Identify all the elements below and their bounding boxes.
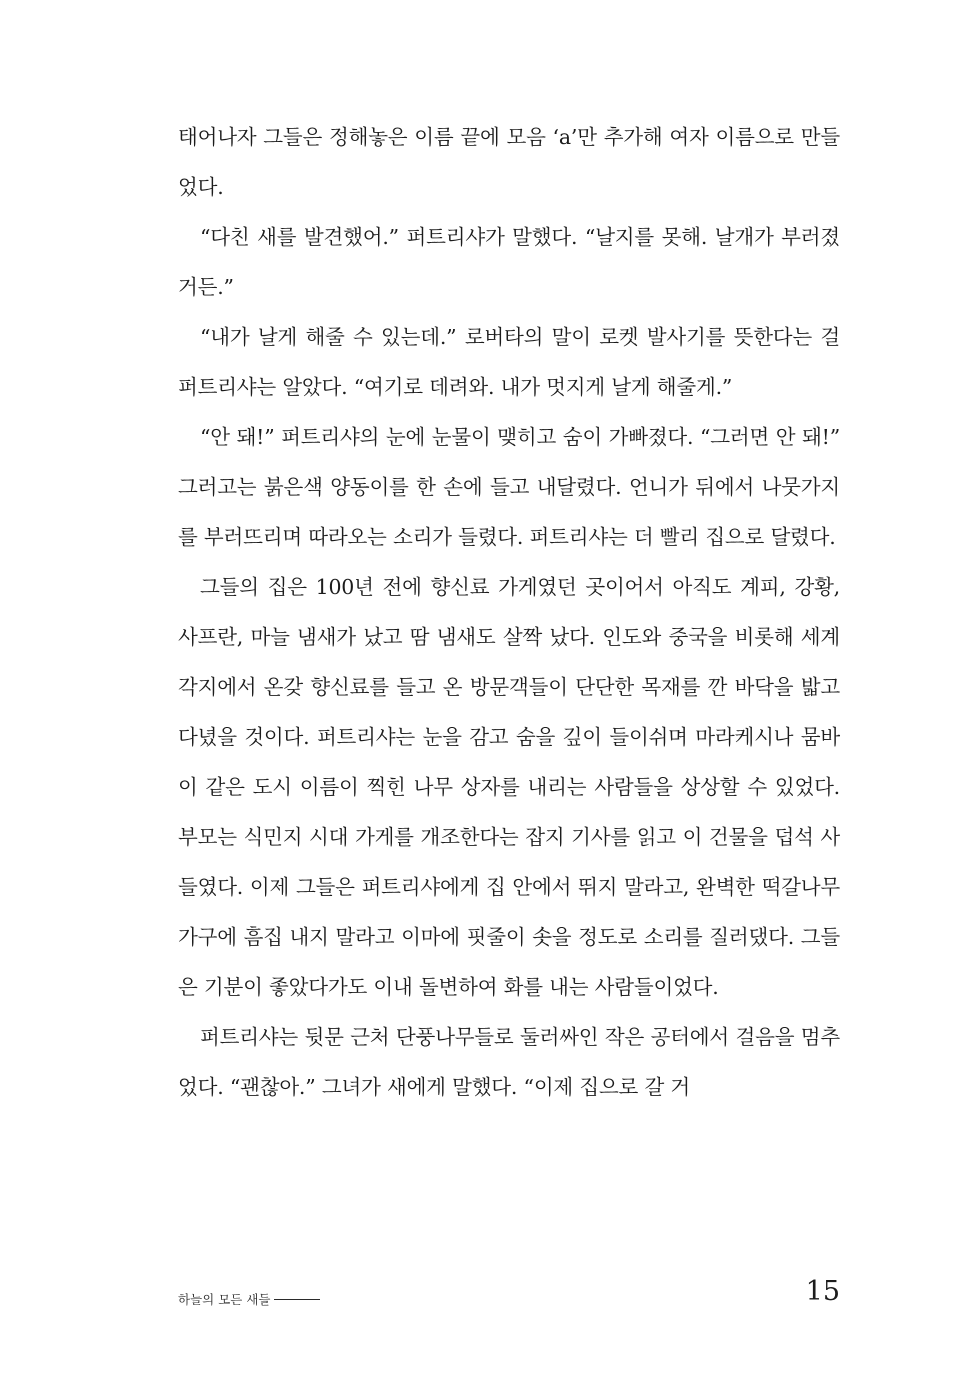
paragraph: “다친 새를 발견했어.” 퍼트리샤가 말했다. “날지를 못해. 날개가 부러졌거든.” <box>178 225 840 299</box>
body-text <box>178 112 840 1112</box>
running-title-text: 하늘의 모든 새들 <box>178 1292 271 1307</box>
footer-rule <box>274 1299 320 1300</box>
paragraph: 퍼트리샤는 뒷문 근처 단풍나무들로 둘러싸인 작은 공터에서 걸음을 멈추었다. “괜찮아.” 그녀가 새에게 말했다. “이제 집으로 갈 거 <box>178 1025 840 1099</box>
paragraph: 그들의 집은 100년 전에 향신료 가게였던 곳이어서 아직도 계피, 강황, 사프란, 마늘 냄새가 났고 땀 냄새도 살짝 났다. 인도와 중국을 비롯해 세계 각지에서 온갖 향신료를 들고 온 방문객들이 단단한 목재를 깐 바닥을 밟고 다녔을 것이다. 퍼트리샤는 눈을 감고 숨을 깊이 들이쉬며 마라케시나 뭄바이 같은 도시 이름이 찍힌 나무 상자를 내리는 사람들을 상상할 수 있었다. 부모는 식민지 시대 가게를 개조한다는 잡지 기사를 읽고 이 건물을 덥석 사들였다. 이제 그들은 퍼트리샤에게 집 안에서 뛰지 말라고, 완벽한 떡갈나무 가구에 흠집 내지 말라고 이마에 핏줄이 솟을 정도로 소리를 질러댔다. 그들은 기분이 좋았다가도 이내 돌변하여 화를 내는 사람들이었다. <box>178 575 840 999</box>
paragraph: 태어나자 그들은 정해놓은 이름 끝에 모음 ‘a’만 추가해 여자 이름으로 만들었다. <box>178 125 840 199</box>
paragraph: “내가 날게 해줄 수 있는데.” 로버타의 말이 로켓 발사기를 뜻한다는 걸 퍼트리샤는 알았다. “여기로 데려와. 내가 멋지게 날게 해줄게.” <box>178 325 840 399</box>
page-footer <box>178 1276 840 1322</box>
running-title <box>178 1290 320 1308</box>
page-number: 15 <box>805 1276 840 1307</box>
paragraph: “안 돼!” 퍼트리샤의 눈에 눈물이 맺히고 숨이 가빠졌다. “그러면 안 돼!” 그러고는 붉은색 양동이를 한 손에 들고 내달렸다. 언니가 뒤에서 나뭇가지를 부러뜨리며 따라오는 소리가 들렸다. 퍼트리샤는 더 빨리 집으로 달렸다. <box>178 425 840 549</box>
